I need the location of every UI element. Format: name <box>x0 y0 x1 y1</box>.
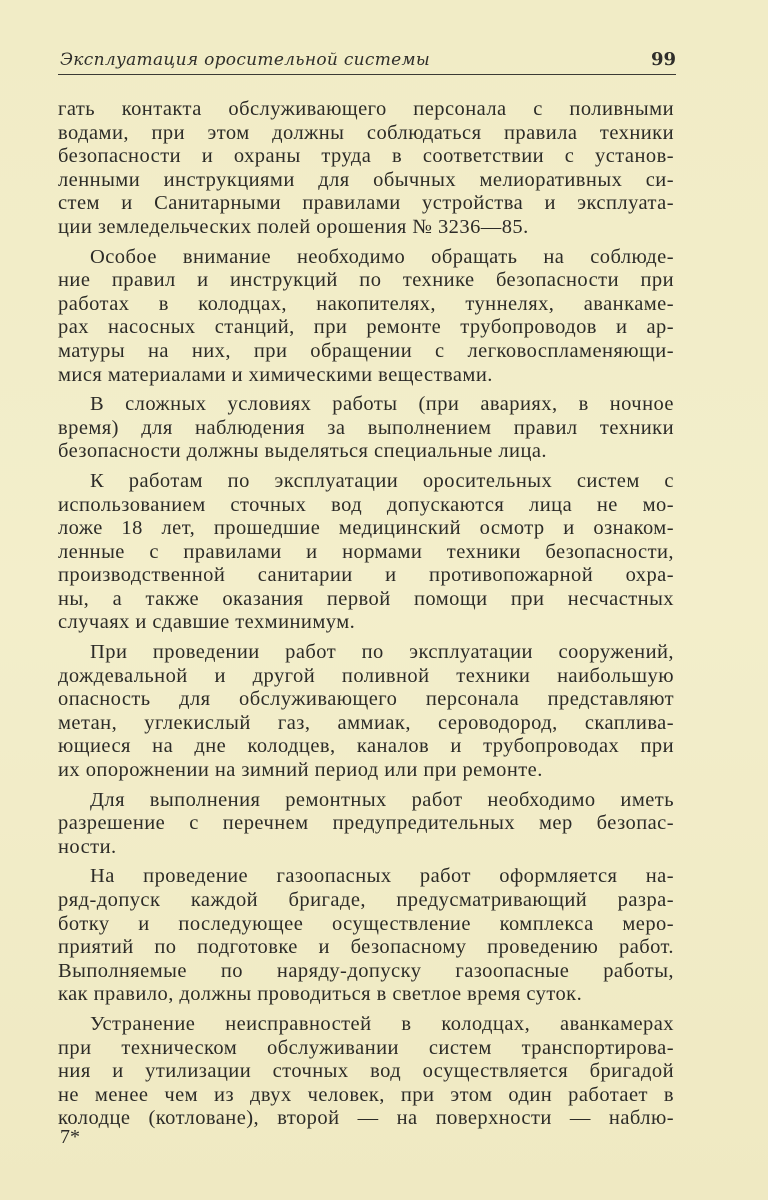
text-line: ложе 18 лет, прошедшие медицинский осмотр и ознаком- <box>58 517 674 540</box>
body-text <box>58 98 674 1137</box>
text-line: мися материалами и химическими веществами. <box>58 363 493 386</box>
running-title: Эксплуатация оросительной системы <box>60 50 431 70</box>
text-line: ленные с правилами и нормами техники безопасности, <box>58 540 674 563</box>
text-line: ленными инструкциями для обычных мелиоративных си- <box>58 168 674 191</box>
text-line: Выполняемые по наряду-допуску газоопасные работы, <box>58 959 674 982</box>
text-line: безопасности должны выделяться специальные лица. <box>58 440 547 463</box>
text-line: ния и утилизации сточных вод осуществляется бригадой <box>58 1060 674 1083</box>
text-line: опасность для обслуживающего персонала представляют <box>58 688 674 711</box>
text-line: ны, а также оказания первой помощи при несчастных <box>58 587 674 610</box>
text-line: не менее чем из двух человек, при этом один работает в <box>58 1083 674 1106</box>
text-line: водами, при этом должны соблюдаться правила техники <box>58 121 674 144</box>
text-line: ции земледельческих полей орошения № 3236—85. <box>58 215 529 238</box>
paragraph <box>58 1013 674 1131</box>
paragraph <box>58 246 674 388</box>
paragraph <box>58 865 674 1007</box>
text-line: случаях и сдавшие техминимум. <box>58 611 356 634</box>
text-line: ботку и последующее осуществление комплекса меро- <box>58 912 674 935</box>
text-line: при техническом обслуживании систем транспортирова- <box>58 1036 674 1059</box>
text-line: стем и Санитарными правилами устройства и эксплуата- <box>58 192 674 215</box>
signature-mark: 7* <box>60 1126 80 1148</box>
text-line: В сложных условиях работы (при авариях, в ночное <box>90 393 674 416</box>
text-line: их опорожнении на зимний период или при ремонте. <box>58 759 543 782</box>
text-line: как правило, должны проводиться в светлое время суток. <box>58 983 583 1006</box>
text-line: ние правил и инструкций по технике безопасности при <box>58 269 674 292</box>
text-line: К работам по эксплуатации оросительных систем с <box>90 469 674 492</box>
paragraph <box>58 98 674 240</box>
text-line: Устранение неисправностей в колодцах, аванкамерах <box>90 1012 674 1035</box>
text-line: гать контакта обслуживающего персонала с поливными <box>58 98 674 120</box>
paragraph <box>58 789 674 860</box>
text-line: дождевальной и другой поливной техники наибольшую <box>58 664 674 687</box>
text-line: приятий по подготовке и безопасному проведению работ. <box>58 936 674 959</box>
text-line: время) для наблюдения за выполнением правил техники <box>58 416 674 439</box>
text-line: колодце (котловане), второй — на поверхности — наблю- <box>58 1107 674 1130</box>
text-line: ющиеся на дне колодцев, каналов и трубопроводах при <box>58 735 674 758</box>
text-line: работах в колодцах, накопителях, туннелях, аванкаме- <box>58 292 674 315</box>
text-line: Особое внимание необходимо обращать на соблюде- <box>90 245 674 268</box>
text-line: рах насосных станций, при ремонте трубопроводов и ар- <box>58 316 674 339</box>
text-line: ряд-допуск каждой бригаде, предусматривающий разра- <box>58 889 674 911</box>
text-line: безопасности и охраны труда в соответствии с установ- <box>58 145 674 168</box>
text-line: ности. <box>58 835 117 858</box>
text-line: использованием сточных вод допускаются лица не мо- <box>58 493 674 516</box>
text-line: матуры на них, при обращении с легковоспламеняющи- <box>58 339 674 362</box>
text-line: На проведение газоопасных работ оформляется на- <box>90 865 674 888</box>
text-line: разрешение с перечнем предупредительных мер безопас- <box>58 812 674 835</box>
paragraph <box>58 641 674 783</box>
paragraph <box>58 470 674 635</box>
paragraph <box>58 393 674 464</box>
page-number: 99 <box>650 49 676 70</box>
text-line: При проведении работ по эксплуатации сооружений, <box>90 641 674 664</box>
text-line: метан, углекислый газ, аммиак, сероводород, скаплива- <box>58 711 674 734</box>
text-line: Для выполнения ремонтных работ необходимо иметь <box>90 788 674 811</box>
page-header <box>58 48 676 75</box>
text-line: производственной санитарии и противопожарной охра- <box>58 564 674 587</box>
